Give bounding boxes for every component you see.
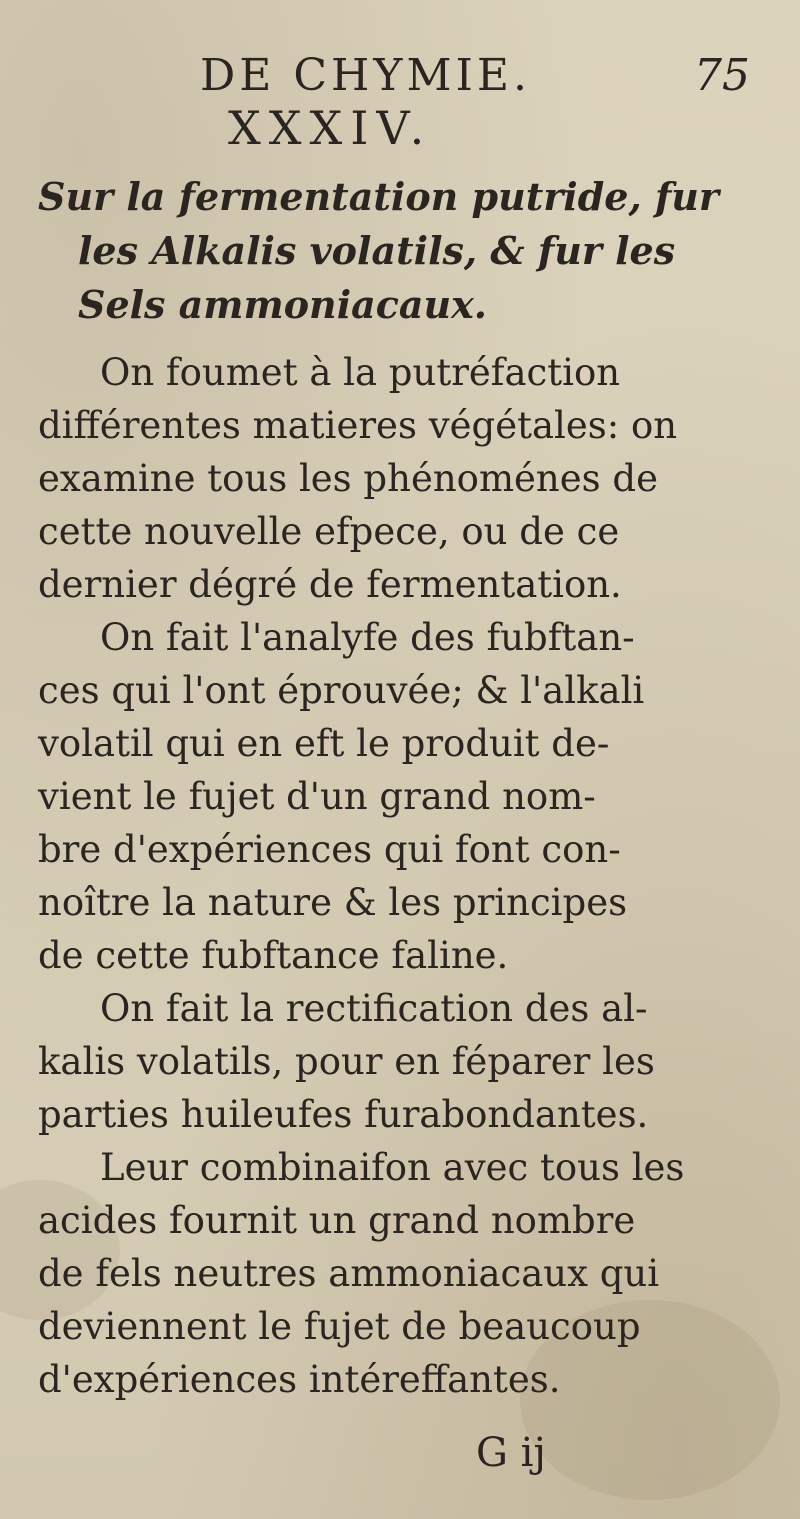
title-line: Sur la fermentation putride, fur bbox=[38, 174, 719, 219]
text-line: volatil qui en eft le produit de- bbox=[38, 722, 610, 765]
paragraph bbox=[38, 346, 778, 611]
text-line: kalis volatils, pour en féparer les bbox=[38, 1040, 655, 1083]
text-line: On foumet à la putréfaction bbox=[100, 351, 621, 394]
title-line: Sels ammoniacaux. bbox=[78, 282, 488, 327]
chapter-number: XXXIV. bbox=[228, 101, 433, 155]
text-line: examine tous les phénoménes de bbox=[38, 457, 658, 500]
text-line: Leur combinaifon avec tous les bbox=[100, 1146, 685, 1189]
signature-mark: G ij bbox=[476, 1430, 546, 1476]
page-header bbox=[0, 46, 800, 106]
text-line: ces qui l'ont éprouvée; & l'alkali bbox=[38, 669, 645, 712]
paragraph bbox=[38, 611, 778, 982]
text-line: deviennent le fujet de beaucoup bbox=[38, 1305, 641, 1348]
text-line: On fait l'analyfe des fubftan- bbox=[100, 616, 635, 659]
text-line: bre d'expériences qui font con- bbox=[38, 828, 621, 871]
page-number: 75 bbox=[694, 50, 750, 101]
text-line: On fait la rectification des al- bbox=[100, 987, 648, 1030]
text-line: d'expériences intéreffantes. bbox=[38, 1358, 561, 1401]
text-line: dernier dégré de fermentation. bbox=[38, 563, 622, 606]
title-line: les Alkalis volatils, & fur les bbox=[78, 228, 676, 273]
text-line: vient le fujet d'un grand nom- bbox=[38, 775, 596, 818]
text-line: noître la nature & les principes bbox=[38, 881, 628, 924]
text-line: différentes matieres végétales: on bbox=[38, 404, 678, 447]
text-line: acides fournit un grand nombre bbox=[38, 1199, 636, 1242]
text-line: de cette fubftance faline. bbox=[38, 934, 509, 977]
text-line: parties huileufes furabondantes. bbox=[38, 1093, 649, 1136]
text-line: cette nouvelle efpece, ou de ce bbox=[38, 510, 620, 553]
chapter-title bbox=[38, 170, 778, 332]
paragraph bbox=[38, 1141, 778, 1406]
paragraph bbox=[38, 982, 778, 1141]
text-line: de fels neutres ammoniacaux qui bbox=[38, 1252, 660, 1295]
running-head: DE CHYMIE. bbox=[200, 50, 532, 101]
body-text bbox=[38, 346, 778, 1406]
